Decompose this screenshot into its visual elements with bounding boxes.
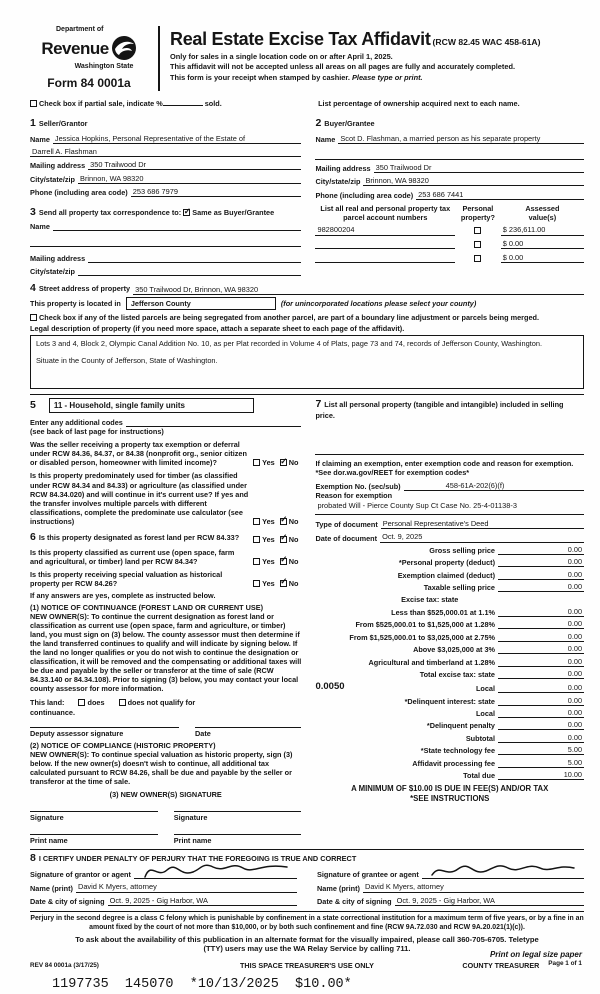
- parcel-header-numbers: List all real and personal property tax parcel account numbers: [320, 203, 451, 222]
- does-not-checkbox[interactable]: [119, 699, 126, 706]
- tax-amount-field[interactable]: 0.00: [498, 696, 584, 706]
- seller-city-field[interactable]: Brinnon, WA 98320: [78, 174, 301, 184]
- tax-row: *Personal property (deduct) 0.00: [398, 557, 582, 568]
- seller-phone-field[interactable]: 253 686 7979: [131, 187, 302, 197]
- personal-property-checkbox[interactable]: [474, 255, 481, 262]
- segregated-label: Check box if any of the listed parcels are being segregated from another parcel, are part of a boundary line adjustment or parcels being merged.: [39, 312, 540, 322]
- section1-title: Seller/Grantor: [38, 119, 88, 129]
- exemption-note: If claiming an exemption, enter exemption code and reason for exemption. *See dor.wa.gov/REET for exemption codes*: [315, 459, 574, 478]
- tax-row: *Delinquent penalty 0.00: [426, 720, 582, 731]
- partial-sale-percent-field[interactable]: [163, 99, 203, 106]
- section3-number: 3: [30, 206, 36, 219]
- buyer-city-label: City/state/zip: [315, 177, 361, 187]
- local-rate: 0.0050: [315, 681, 345, 693]
- q3-no-checkbox[interactable]: ✓: [280, 532, 288, 543]
- grantor-name-print-field[interactable]: David K Myers, attorney: [76, 882, 297, 892]
- seller-mailing-field[interactable]: 350 Trailwood Dr: [88, 160, 301, 170]
- tax-amount-field[interactable]: 0.00: [498, 619, 584, 629]
- page-number: Page 1 of 1: [548, 960, 582, 968]
- personal-property-checkbox[interactable]: [474, 241, 481, 248]
- assessed-value-field[interactable]: $ 0.00: [501, 239, 584, 249]
- section3-title: Send all property tax correspondence to:: [38, 208, 182, 218]
- correspondence-name-label: Name: [30, 222, 50, 232]
- seller-name-label: Name: [30, 134, 50, 144]
- tax-row: Subtotal 0.00: [465, 732, 582, 743]
- section4-number: 4: [30, 281, 36, 294]
- personal-property-checkbox[interactable]: [474, 227, 481, 234]
- tax-amount-field[interactable]: 0.00: [498, 545, 584, 555]
- dor-logo-icon: [111, 35, 137, 63]
- q1-no-checkbox[interactable]: ✓: [280, 455, 288, 466]
- grantor-name-print-label: Name (print): [30, 883, 73, 893]
- tax-row: Total due 10.00: [463, 770, 582, 781]
- tax-row: Affidavit processing fee 5.00: [412, 757, 582, 768]
- q3-yes-checkbox[interactable]: [253, 536, 260, 543]
- grantor-date-city-label: Date & city of signing: [30, 896, 105, 906]
- buyer-name-field-2[interactable]: [315, 151, 584, 160]
- reason-exemption-label: Reason for exemption: [315, 490, 393, 500]
- seller-phone-label: Phone (including area code): [30, 188, 128, 198]
- timber-agriculture-question: Is this property predominately used for timber (as classified under RCW 84.34 and 84.33) or agriculture (as classified under RCW 84.34.020) and will continue in it's current use? If yes and the transfer involves multiple parcels with different classifications, complete the predominate use calculator (see instructions): [30, 471, 249, 526]
- correspondence-name-field[interactable]: [53, 222, 302, 231]
- treasurer-stamp: 1197735 145070 *10/13/2025 $10.00*: [52, 976, 352, 992]
- header-divider: [158, 26, 160, 91]
- deputy-date-line[interactable]: Date: [195, 727, 301, 738]
- certify-statement: I CERTIFY UNDER PENALTY OF PERJURY THAT THE FOREGOING IS TRUE AND CORRECT: [38, 853, 357, 863]
- type-of-document-field[interactable]: Personal Representative's Deed: [381, 519, 584, 529]
- new-owners-signature-title: (3) NEW OWNER(S) SIGNATURE: [109, 789, 222, 799]
- header-note-3: This form is your receipt when stamped by cashier.: [170, 73, 350, 83]
- grantee-date-city-field[interactable]: Oct. 9, 2025 - Gig Harbor, WA: [395, 896, 584, 906]
- partial-sale-label: Check box if partial sale, indicate %: [39, 99, 163, 109]
- alternate-format-notice: To ask about the availability of this publication in an alternate format for the visually impaired, please call 360-705-6705. Teletype: [75, 935, 539, 945]
- ownership-note: List percentage of ownership acquired next to each name.: [318, 99, 520, 109]
- same-as-buyer-label: Same as Buyer/Grantee: [192, 208, 275, 218]
- tax-row: Taxable selling price 0.00: [423, 582, 582, 593]
- section2-title: Buyer/Grantee: [324, 119, 375, 129]
- buyer-city-field[interactable]: Brinnon, WA 98320: [363, 176, 584, 186]
- parcel-row: [315, 225, 584, 235]
- additional-codes-label: Enter any additional codes: [30, 418, 123, 428]
- treasurer-use-label: THIS SPACE TREASURER'S USE ONLY: [240, 960, 374, 970]
- if-yes-note: If any answers are yes, complete as instructed below.: [30, 590, 216, 600]
- tax-row: Agricultural and timberland at 1.28% 0.00: [368, 656, 582, 667]
- does-checkbox[interactable]: [78, 699, 85, 706]
- see-back-note: (see back of last page for instructions): [30, 427, 164, 437]
- section5-number: 5: [30, 399, 36, 412]
- county-select[interactable]: Jefferson County: [126, 297, 276, 310]
- grantor-date-city-field[interactable]: Oct. 9, 2025 - Gig Harbor, WA: [108, 896, 297, 906]
- tax-amount-field[interactable]: 10.00: [498, 770, 584, 780]
- tax-row: Local 0.00: [475, 707, 582, 718]
- date-of-document-label: Date of document: [315, 533, 378, 543]
- assessed-value-field[interactable]: $ 236,611.00: [501, 225, 584, 235]
- separator-line-2: [315, 514, 584, 515]
- grantee-signature-label: Signature of grantee or agent: [317, 870, 419, 880]
- personal-property-list-area[interactable]: [315, 420, 584, 450]
- county-treasurer-label: COUNTY TREASURER: [462, 960, 540, 970]
- grantee-name-print-field[interactable]: David K Myers, attorney: [363, 882, 584, 892]
- local-amount-field[interactable]: 0.00: [498, 683, 584, 693]
- additional-codes-field[interactable]: [126, 418, 302, 427]
- tax-amount-field[interactable]: 0.00: [498, 708, 584, 718]
- correspondence-name-field-2[interactable]: [30, 238, 301, 247]
- legal-size-note: Print on legal size paper: [489, 950, 582, 960]
- correspondence-mailing-label: Mailing address: [30, 254, 86, 264]
- tax-amount-field[interactable]: 0.00: [498, 570, 584, 580]
- form-header: [30, 26, 584, 91]
- parcel-table: [315, 225, 584, 263]
- tax-row: From $1,525,000.01 to $3,025,000 at 2.75% 0.00: [349, 631, 582, 642]
- seller-city-label: City/state/zip: [30, 174, 76, 184]
- grantor-signature-icon: [141, 859, 291, 881]
- forest-land-question: Is this property designated as forest land per RCW 84.33?: [38, 532, 240, 542]
- q4-no-checkbox[interactable]: ✓: [280, 554, 288, 565]
- deputy-assessor-signature-line[interactable]: Deputy assessor signature: [30, 727, 179, 738]
- exemption-no-label: Exemption No. (sec/sub): [315, 481, 401, 491]
- personal-property-intro: List all personal property (tangible and intangible) included in selling price.: [315, 400, 564, 421]
- q1-yes-checkbox[interactable]: [253, 459, 260, 466]
- tax-row: *Delinquent interest: state 0.00: [404, 695, 582, 706]
- type-of-document-label: Type of document: [315, 520, 378, 530]
- tax-amount-field[interactable]: 0.00: [498, 632, 584, 642]
- grantee-date-city-label: Date & city of signing: [317, 896, 392, 906]
- notice-continuance-title: (1) NOTICE OF CONTINUANCE (FOREST LAND OR CURRENT USE): [30, 602, 264, 612]
- exemption-deferral-question: Was the seller receiving a property tax exemption or deferral under RCW 84.36, 84.37, or 84.38 (nonprofit org., senior citizen or disabled person, homeowner with limited income)?: [30, 440, 247, 468]
- county-note: (for unincorporated locations please select your county): [280, 299, 477, 309]
- q5-no-checkbox[interactable]: ✓: [280, 576, 288, 587]
- form-title: Real Estate Excise Tax Affidavit: [170, 29, 431, 49]
- tax-amount-field[interactable]: 0.00: [498, 720, 584, 730]
- tax-rows-top: [315, 545, 584, 592]
- tax-rows-tiers: [315, 607, 584, 679]
- parcel-number-field[interactable]: [315, 253, 455, 263]
- header-note-3-italic: Please type or print.: [351, 73, 423, 83]
- header-note-2: This affidavit will not be accepted unless all areas on all pages are fully and accurately completed.: [170, 62, 516, 72]
- located-in-label: This property is located in: [30, 299, 121, 309]
- section8-number: 8: [30, 851, 36, 864]
- seller-name-field[interactable]: Jessica Hopkins, Personal Representative of the Estate of: [53, 134, 302, 144]
- street-address-label: Street address of property: [38, 283, 131, 293]
- owner-signature-2[interactable]: Signature: [174, 811, 302, 822]
- correspondence-city-label: City/state/zip: [30, 266, 76, 276]
- grantee-name-print-label: Name (print): [317, 883, 360, 893]
- tax-amount-field[interactable]: 0.00: [498, 582, 584, 592]
- partial-sale-checkbox[interactable]: [30, 100, 37, 107]
- historical-property-question: Is this property receiving special valuation as historical property per RCW 84.26?: [30, 569, 223, 588]
- tax-amount-field[interactable]: 0.00: [498, 557, 584, 567]
- q2-yes-checkbox[interactable]: [253, 518, 260, 525]
- alternate-format-notice-2: (TTY) users may use the WA Relay Service by calling 711.: [203, 944, 411, 954]
- washington-state-label: Washington State: [74, 62, 134, 70]
- q5-yes-checkbox[interactable]: [253, 580, 260, 587]
- correspondence-mailing-field[interactable]: [88, 254, 301, 263]
- same-as-buyer-checkbox[interactable]: ✓: [183, 205, 191, 216]
- revenue-wordmark: Revenue: [41, 39, 109, 59]
- section2-number: 2: [315, 117, 322, 130]
- dept-of-label: Department of: [56, 26, 104, 33]
- owner-print-name-1[interactable]: Print name: [30, 834, 158, 845]
- this-land-label: This land:: [30, 698, 65, 708]
- tax-amount-field[interactable]: 5.00: [498, 758, 584, 768]
- tax-amount-field[interactable]: 0.00: [498, 733, 584, 743]
- seller-name-field-2[interactable]: Darrell A. Flashman: [30, 147, 301, 157]
- tax-amount-field[interactable]: 0.00: [498, 657, 584, 667]
- segregated-checkbox[interactable]: [30, 314, 37, 321]
- date-of-document-field[interactable]: Oct. 9, 2025: [380, 532, 584, 542]
- assessed-value-field[interactable]: $ 0.00: [501, 253, 584, 263]
- buyer-mailing-field[interactable]: 350 Trailwood Dr: [374, 163, 584, 173]
- notice-continuance-body: NEW OWNER(S): To continue the current designation as forest land or classification as current use (open space, farm and agriculture, or timber) land, you must sign on (3) below. The county assessor must then determine if the land transferred continues to qualify and will indicate by signing below. If the land no longer qualifies or you do not wish to continue the designation or classification, it will be removed and the compensating or additional taxes will be due and payable by the seller or transferor at the time of sale (RCW 84.33.140 or 84.34.108). Prior to signing (3) below, you may contact your local county assessor for more information.: [30, 612, 302, 694]
- tax-amount-field[interactable]: 0.00: [498, 644, 584, 654]
- reason-exemption-value[interactable]: probated Will - Pierce County Sup Ct Case No. 25-4-01138-3: [317, 500, 517, 510]
- section-divider: [30, 394, 584, 395]
- correspondence-city-field[interactable]: [78, 267, 301, 276]
- notice-compliance-body: NEW OWNER(S): To continue special valuation as historic property, sign (3) below. If the new owner(s) doesn't wish to continue, all additional tax calculated pursuant to RCW 84.26, shall be due and payable by the seller or transferor at the time of sale.: [30, 749, 293, 786]
- section1-number: 1: [30, 117, 36, 130]
- parcel-number-field[interactable]: [315, 239, 455, 249]
- parcel-row: [315, 253, 584, 263]
- owner-print-name-2[interactable]: Print name: [174, 834, 302, 845]
- buyer-name-field[interactable]: Scot D. Flashman, a married person as his separate property: [338, 134, 584, 144]
- section7-number: 7: [315, 398, 322, 411]
- separator-line: [315, 454, 584, 455]
- perjury-notice: Perjury in the second degree is a class C felony which is punishable by confinement in a state correctional institution for a maximum term of five years, or by a fine in an amount fixed by the court of not more than $10,000, or by both such confinement and fine (RCW 9A.72.030 and RCW 9A.20.021(1)(c)).: [30, 911, 584, 932]
- exemption-no-field[interactable]: 458-61A-202(6)(f): [404, 481, 584, 491]
- q2-no-checkbox[interactable]: ✓: [280, 514, 288, 525]
- form-title-rcw: (RCW 82.45 WAC 458-61A): [432, 37, 541, 47]
- tax-amount-field[interactable]: 0.00: [498, 607, 584, 617]
- see-instructions-note: *SEE INSTRUCTIONS: [410, 793, 490, 803]
- notice-compliance-title: (2) NOTICE OF COMPLIANCE (HISTORIC PROPERTY): [30, 740, 216, 750]
- grantor-signature-label: Signature of grantor or agent: [30, 870, 131, 880]
- buyer-name-label: Name: [315, 134, 336, 144]
- parcel-table-header: List all real and personal property tax parcel account numbers Personal property? Assessed value(s): [315, 204, 584, 222]
- legal-description-box[interactable]: Lots 3 and 4, Block 2, Olympic Canal Addition No. 10, as per Plat recorded in Volume 4 of Plats, page 73 and 74, records of Jefferson County, Washington. Situate in the County of Jefferson, State of Washington.: [30, 335, 584, 389]
- street-address-field[interactable]: 350 Trailwood Dr, Brinnon, WA 98320: [133, 285, 584, 295]
- minimum-due-note: A MINIMUM OF $10.00 IS DUE IN FEE(S) AND/OR TAX: [351, 784, 549, 794]
- affidavit-page: Department of Revenue Washington State Form 84 0001a Real Estate Excise Tax Affidavit (RCW 82.45 WAC 458-61A) Only for sales in a single location code on or after April 1, 2025. This affidavit will not be accepted unless all areas on all pages are fully and accurately completed. This form is your receipt when stamped by cashier. Please type or print. Check box if partial sale, indicate % sold. List percentage of ownership acquired next to each name. 1 Seller/Grantor Name Jessica Hopkins, Personal Representative of the Estate of Darrell A. Flashman Mailing address 350 Trailwood Dr City/state/zip Brinnon, WA 98320 Phone (including area code) 253 686 7979 3 Send all property tax correspondence to: ✓ Same as Buyer/Grantee Name Mailing address City/state/zip 2 Buyer/Grantee Name Scot D. Flashman, a married person as his separate property Mailing address 350 Trailwood Dr City/state/zip Brinnon, WA 98320 Phone (including area code) 253 686 7441 List all real and personal property tax parcel account numbers Personal property? Assessed value(s) 982800204 $ 236,611.00 $ 0.00 $ 0.00 4 Street address of property 350 Trailwood Dr, Brinnon, WA 98320 This property is located in Jefferson County (for unincorporated locations please select your county) Check box if any of the listed parcels are being segregated from another parcel, are part of a boundary line adjustment or parcels being merged. Legal description of property (if you need more space, attach a separate sheet to each page of the affidavit). Lots 3 and 4, Block 2, Olympic Canal Addition No. 10, as per Plat recorded in Volume 4 of Plats, page 73 and 74, records of Jefferson County, Washington. Situate in the County of Jefferson, State of Washington. 5 11 - Household, single family units Enter any additional codes (see back of last page for instructions) Was the seller receiving a property tax exemption or deferral under RCW 84.36, 84.37, or 84.38 (nonprofit org., senior citizen or disabled person, homeowner with limited income)? Yes ✓ No Is this property predominately used for timber (as classified under RCW 84.34 and 84.33) or agriculture (as classified under RCW 84.34.020) and will continue in it's current use? If yes and the transfer involves multiple parcels with different classifications, complete the predominate use calculator (see instructions) Yes ✓ No 6 Is this property designated as forest land per RCW 84.33? Yes ✓ No Is this property classified as current use (open space, farm and agricultural, or timber) land per RCW 84.34? Yes ✓ No Is this property receiving special valuation as historical property per RCW 84.26? Yes ✓ No If any answers are yes, complete as instructed below. (1) NOTICE OF CONTINUANCE (FOREST LAND OR CURRENT USE) NEW OWNER(S): To continue the current designation as forest land or classification as current use (open space, farm and agriculture, or timber) land, you must sign on (3) below. The county assessor must then determine if the land transferred continues to qualify and will indicate by signing below. If the land no longer qualifies or you do not wish to continue the designation or classification, it will be removed and the compensating or additional taxes will be due and payable by the seller or transferor at the time of sale (RCW 84.33.140 or 84.34.108). Prior to signing (3) below, you may contact your local county assessor for more information. This land: does does not qualify for continuance. Deputy assessor signature Date (2) NOTICE OF COMPLIANCE (HISTORIC PROPERTY) NEW OWNER(S): To continue special valuation as historic property, sign (3) below. If the new owner(s) doesn't wish to continue, all additional tax calculated pursuant to RCW 84.26, shall be due and payable by the seller or transferor at the time of sale. (3) NEW OWNER(S) SIGNATURE Signature Signature Print name Print name 7 List all personal property (tangible and intangible) included in selling price. If claiming an exemption, enter exemption code and reason for exemption. *See dor.wa.gov/REET for exemption codes* Exemption No. (sec/sub) 458-61A-202(6)(f) Reason for exemption probated Will - Pierce County Sup Ct Case No. 25-4-01138-3 Type of document Personal Representative's Deed Date of document Oct. 9, 2025 Gross selling price 0.00 *Personal property (deduct) 0.00 Exemption claimed (deduct) 0.00 Taxable selling price 0.00 Excise tax: state Less than $525,000.01 at 1.1% 0.00 From $525,000.01 to $1,525,000 at 1.28% 0.00 From $1,525,000.01 to $3,025,000 at 2.75% 0.00 Above $3,025,000 at 3% 0.00 Agricultural and timberland at 1.28% 0.00 Total excise tax: state 0.00 0.0050 Local 0.00 *Delinquent interest: state 0.00 Local 0.00 *Delinquent penalty 0.00 Subtotal 0.00 *State technology fee 5.00 Affidavit processing fee 5.00 Total due 10.00 A MINIMUM OF $10.00 IS DUE IN FEE(S) AND/OR TAX *SEE INSTRUCTIONS 8 I CERTIFY UNDER PENALTY OF PERJURY THAT THE FOREGOING IS TRUE AND CORRECT Signature of grantor or agent Name (print) David K Myers, attorney Date & city of signing Oct. 9, 2025 - Gig Harbor, WA Signature of grantee or agent Name (print) David K Myers, attorney Date & city of signing Oct. 9, 2025 - Gig Harbor, WA Perjury in the second degree is a class C felony which is punishable by confinement in a state correctional institution for a maximum term of five years, or by a fine in an amount fixed by the court of not more than $10,000, or by both such confinement and fine (RCW 9A.72.030 and RCW 9A.20.021(1)(c)). To ask about the availability of this publication in an alternate format for the visually impaired, please call 360-705-6705. Teletype (TTY) users may use the WA Relay Service by calling 711. REV 84 0001a (3/17/25) THIS SPACE TREASURER'S USE ONLY COUNTY TREASURER 1197735 145070 *10/13/2025 $10.00* Print on legal size paper Page 1 of 1: [0, 0, 600, 994]
- buyer-phone-field[interactable]: 253 686 7441: [416, 190, 584, 200]
- form-number: Form 84 0001a: [47, 76, 131, 91]
- tax-row: Above $3,025,000 at 3% 0.00: [413, 644, 582, 655]
- partial-sale-sold-label: sold.: [204, 99, 222, 109]
- legal-description-label: Legal description of property (if you need more space, attach a separate sheet to each page of the affidavit).: [30, 324, 405, 334]
- continuance-label: continuance.: [30, 707, 76, 717]
- excise-tax-state-header: Excise tax: state: [401, 595, 459, 605]
- tax-row: Exemption claimed (deduct) 0.00: [397, 569, 582, 580]
- tax-rows-bottom: [315, 696, 584, 781]
- header-note-1: Only for sales in a single location code on or after April 1, 2025.: [170, 51, 393, 61]
- dor-logo: [30, 26, 148, 91]
- tax-row: From $525,000.01 to $1,525,000 at 1.28% 0.00: [355, 619, 582, 630]
- q4-yes-checkbox[interactable]: [253, 558, 260, 565]
- current-use-question: Is this property classified as current use (open space, farm and agricultural, or timber) land per RCW 84.34?: [30, 547, 235, 566]
- land-use-code-select[interactable]: 11 - Household, single family units: [49, 398, 254, 413]
- tax-amount-field[interactable]: 5.00: [498, 745, 584, 755]
- buyer-phone-label: Phone (including area code): [315, 190, 414, 200]
- rev-form-code: REV 84 0001a (3/17/25): [30, 961, 99, 969]
- tax-row: Gross selling price 0.00: [429, 544, 582, 555]
- local-tax-row: 0.0050 Local 0.00: [315, 681, 582, 694]
- buyer-mailing-label: Mailing address: [315, 164, 371, 173]
- tax-row: Total excise tax: state 0.00: [419, 668, 582, 679]
- parcel-row: [315, 239, 584, 249]
- tax-row: *State technology fee 5.00: [420, 745, 582, 756]
- tax-amount-field[interactable]: 0.00: [498, 669, 584, 679]
- grantee-signature-icon: [428, 859, 578, 881]
- tax-row: Less than $525,000.01 at 1.1% 0.00: [391, 606, 582, 617]
- owner-signature-1[interactable]: Signature: [30, 811, 158, 822]
- parcel-number-field[interactable]: 982800204: [315, 225, 455, 235]
- seller-mailing-label: Mailing address: [30, 161, 86, 171]
- section6-number: 6: [30, 530, 36, 543]
